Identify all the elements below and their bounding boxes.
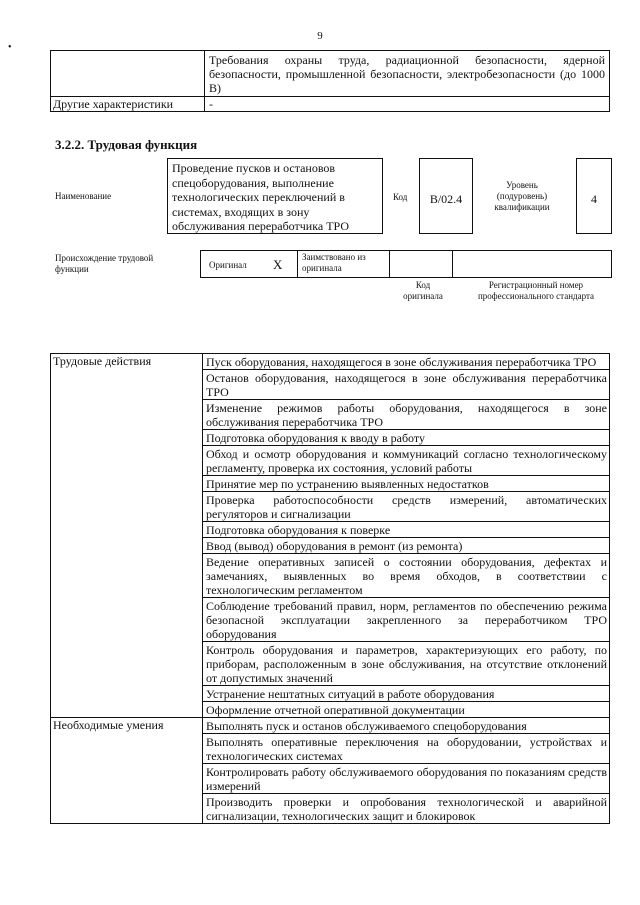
origin-original-box xyxy=(200,250,298,278)
name-label: Наименование xyxy=(55,191,112,201)
item-cell: Изменение режимов работы оборудования, находящегося в зоне обслуживания переработчика ТРО xyxy=(203,400,610,430)
item-cell: Ведение оперативных записей о состоянии оборудования, дефектах и замечаниях, выявленных во время обходов, в соответствии с технологическим регламентом xyxy=(203,554,610,598)
item-cell: Оформление отчетной оперативной документации xyxy=(203,702,610,718)
origin-label: Происхождение трудовой функции xyxy=(55,253,154,274)
table-cell-label xyxy=(51,51,205,97)
item-cell: Подготовка оборудования к вводу в работу xyxy=(203,430,610,446)
reg-caption: Регистрационный номер профессионального стандарта xyxy=(477,280,595,301)
table-row xyxy=(51,354,610,370)
borrowed-box: Заимствовано из оригинала xyxy=(297,250,390,278)
origin-code-box xyxy=(389,250,453,278)
original-label: Оригинал xyxy=(209,260,247,270)
item-cell: Проверка работоспособности средств измерений, автоматических регуляторов и сигнализации xyxy=(203,492,610,522)
code-caption: Код оригинала xyxy=(403,280,443,301)
table-cell-label: Другие характеристики xyxy=(51,97,205,112)
item-cell: Ввод (вывод) оборудования в ремонт (из ремонта) xyxy=(203,538,610,554)
reg-number-box xyxy=(452,250,612,278)
code-label: Код xyxy=(393,192,408,202)
item-cell: Устранение нештатных ситуаций в работе оборудования xyxy=(203,686,610,702)
table-row xyxy=(51,97,610,112)
table-row xyxy=(51,51,610,97)
category-cell: Трудовые действия xyxy=(51,354,203,718)
page-number: 9 xyxy=(317,30,323,42)
category-cell: Необходимые умения xyxy=(51,718,203,824)
table-row xyxy=(51,718,610,734)
item-cell: Обход и осмотр оборудования и коммуникаций согласно технологическому регламенту, проверка их состояния, условий работы xyxy=(203,446,610,476)
item-cell: Контролировать работу обслуживаемого оборудования по показаниям средств измерений xyxy=(203,764,610,794)
section-title: 3.2.2. Трудовая функция xyxy=(55,137,198,152)
item-cell: Принятие мер по устранению выявленных недостатков xyxy=(203,476,610,492)
original-mark: X xyxy=(273,257,283,272)
item-cell: Подготовка оборудования к поверке xyxy=(203,522,610,538)
item-cell: Выполнять оперативные переключения на оборудовании, устройствах и технологических системах xyxy=(203,734,610,764)
level-box: 4 xyxy=(576,158,612,234)
item-cell: Производить проверки и опробования технологической и аварийной сигнализации, технологических защит и блокировок xyxy=(203,794,610,824)
item-cell: Выполнять пуск и останов обслуживаемого спецоборудования xyxy=(203,718,610,734)
item-cell: Пуск оборудования, находящегося в зоне обслуживания переработчика ТРО xyxy=(203,354,610,370)
code-box: B/02.4 xyxy=(419,158,473,234)
item-cell: Останов оборудования, находящегося в зоне обслуживания переработчика ТРО xyxy=(203,370,610,400)
item-cell: Контроль оборудования и параметров, характеризующих его работу, по приборам, расположенным в зоне обслуживания, на отсутствие отклонений от допустимых значений xyxy=(203,642,610,686)
item-cell: Соблюдение требований правил, норм, регламентов по обеспечению режима безопасной эксплуатации закрепленного за переработчиком ТРО оборудования xyxy=(203,598,610,642)
top-table xyxy=(50,50,610,112)
function-name-box: Проведение пусков и остановов спецоборудования, выполнение технологических переключений в системах, входящих в зону обслуживания переработчика ТРО xyxy=(167,158,383,234)
table-cell-value: - xyxy=(205,97,610,112)
table-cell-value: Требования охраны труда, радиационной безопасности, ядерной безопасности, промышленной безопасности, электробезопасности (до 1000 В) xyxy=(205,51,610,97)
margin-mark: • xyxy=(8,42,12,53)
level-label: Уровень (подуровень) квалификации xyxy=(494,180,550,212)
main-table xyxy=(50,353,610,824)
